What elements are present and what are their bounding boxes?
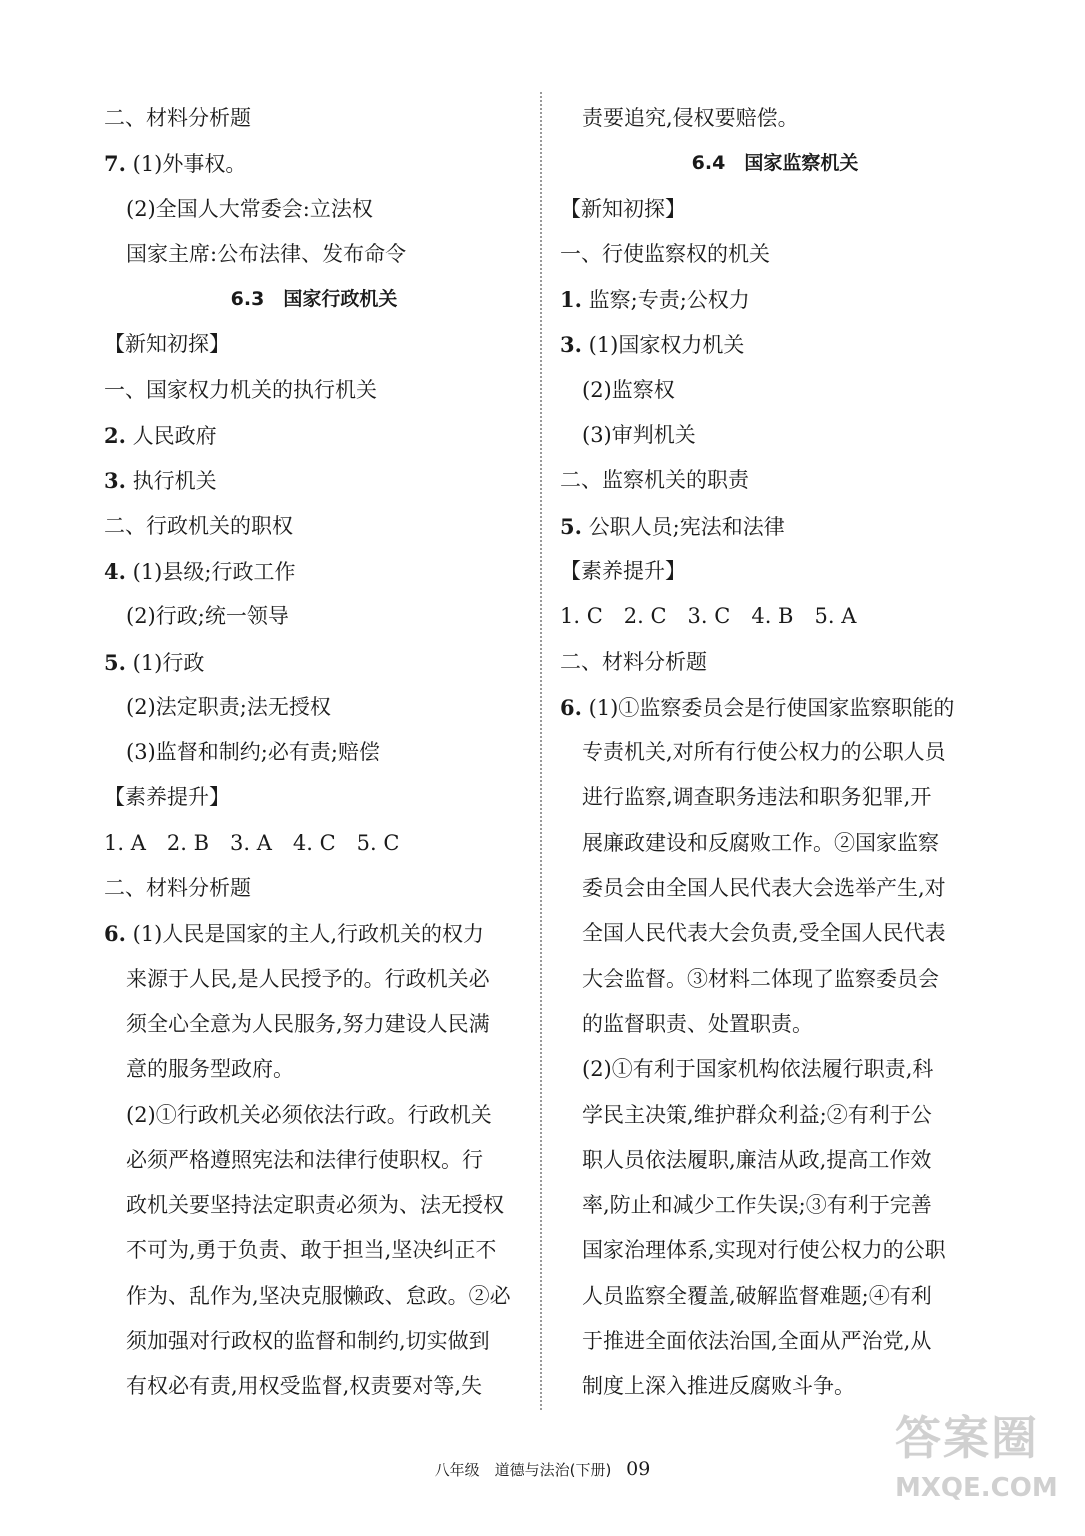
answer-line (560, 775, 990, 820)
answer-text: 意的服务型政府。 (126, 1057, 294, 1082)
answer-line (104, 594, 524, 639)
answer-text: 二、行政机关的职权 (104, 513, 293, 538)
footer-title: 八年级 道德与法治(下册) (434, 1461, 612, 1479)
answer-line (104, 187, 524, 232)
answer-text: 须全心全意为人民服务,努力建设人民满 (126, 1011, 490, 1036)
answer-line (104, 685, 524, 730)
answer-line (104, 458, 524, 503)
answer-text: 作为、乱作为,坚决克服懒政、怠政。②必 (126, 1283, 511, 1308)
answer-text: 于推进全面依法治国,全面从严治党,从 (582, 1329, 932, 1354)
answer-text: 委员会由全国人民代表大会选举产生,对 (582, 876, 946, 901)
answer-text: 二、材料分析题 (560, 649, 707, 674)
answer-text: 必须严格遵照宪法和法律行使职权。行 (126, 1147, 483, 1172)
answer-line (560, 1364, 990, 1409)
answer-line (104, 232, 524, 277)
column-divider (540, 92, 542, 1410)
answer-text: 监察;专责;公权力 (588, 288, 750, 313)
answer-line (104, 821, 524, 866)
answer-text: 大会监督。③材料二体现了监察委员会 (582, 966, 939, 991)
answer-line (560, 1002, 990, 1047)
answer-text: (2)①有利于国家机构依法履行职责,科 (582, 1057, 934, 1082)
question-number: 1. (560, 287, 582, 313)
answer-line (104, 775, 524, 820)
answer-line (560, 1093, 990, 1138)
page-number: 09 (626, 1458, 651, 1480)
watermark-text: 答案圈 (895, 1411, 1039, 1465)
answer-text: (3)审判机关 (582, 423, 696, 448)
question-number: 5. (104, 649, 126, 675)
answer-text: 【素养提升】 (104, 785, 230, 810)
answer-text: 制度上深入推进反腐败斗争。 (582, 1374, 855, 1399)
answer-line (104, 1228, 524, 1273)
answer-line (560, 1183, 990, 1228)
section-heading (560, 141, 990, 186)
answer-line (104, 640, 524, 685)
answer-line (104, 504, 524, 549)
answer-line (560, 1274, 990, 1319)
answer-line (560, 187, 990, 232)
answer-text: 二、材料分析题 (104, 106, 251, 130)
answer-text: (2)行政;统一领导 (126, 604, 289, 629)
answer-line (560, 232, 990, 277)
answer-text: 国家主席:公布法律、发布命令 (126, 241, 407, 266)
answer-line (560, 1138, 990, 1183)
answer-line (560, 458, 990, 503)
answer-text: (1)行政 (132, 650, 205, 675)
answer-line (560, 1228, 990, 1273)
answer-text: (2)监察权 (582, 377, 675, 402)
answer-line (104, 1047, 524, 1092)
answer-text: 【新知初探】 (104, 332, 230, 357)
answer-text: 不可为,勇于负责、敢于担当,坚决纠正不 (126, 1238, 497, 1263)
answer-text: 率,防止和减少工作失误;③有利于完善 (582, 1193, 932, 1218)
answer-text: 学民主决策,维护群众利益;②有利于公 (582, 1102, 932, 1127)
answer-text: 国家治理体系,实现对行使公权力的公职 (582, 1238, 946, 1263)
answer-text: 二、监察机关的职责 (560, 468, 749, 493)
answer-text: 公职人员;宪法和法律 (588, 514, 785, 539)
left-column (104, 96, 524, 1410)
question-number: 6. (560, 694, 582, 720)
answer-line (560, 866, 990, 911)
answer-text: 政机关要坚持法定职责必须为、法无授权 (126, 1193, 504, 1218)
answer-text: 【新知初探】 (560, 196, 686, 221)
question-number: 5. (560, 513, 582, 539)
answer-text: 一、国家权力机关的执行机关 (104, 377, 377, 402)
answer-line (560, 685, 990, 730)
answer-line (560, 549, 990, 594)
answer-line (560, 413, 990, 458)
answer-text: (3)监督和制约;必有责;赔偿 (126, 740, 380, 765)
answer-line (104, 957, 524, 1002)
answer-text: 职人员依法履职,廉洁从政,提高工作效 (582, 1147, 932, 1172)
answer-line (560, 821, 990, 866)
answer-line (560, 1319, 990, 1364)
answer-text: 全国人民代表大会负责,受全国人民代表 (582, 921, 946, 946)
answer-text: 的监督职责、处置职责。 (582, 1011, 813, 1036)
answer-line (560, 640, 990, 685)
answer-text: 专责机关,对所有行使公权力的公职人员 (582, 740, 946, 765)
question-number: 7. (104, 151, 126, 177)
answer-text: 一、行使监察权的机关 (560, 241, 770, 266)
question-number: 3. (560, 332, 582, 358)
answer-line (560, 594, 990, 639)
answer-line (104, 1093, 524, 1138)
answer-text: 【素养提升】 (560, 558, 686, 583)
question-number: 3. (104, 468, 126, 494)
answer-line (560, 1047, 990, 1092)
answer-line (560, 504, 990, 549)
answer-text: 6.4 国家监察机关 (691, 152, 859, 175)
answer-text: 6.3 国家行政机关 (230, 288, 398, 311)
answer-text: (2)全国人大常委会:立法权 (126, 196, 373, 221)
answer-line (560, 368, 990, 413)
answer-line (104, 1183, 524, 1228)
watermark-logo (895, 1408, 1075, 1528)
answer-text: (2)①行政机关必须依法行政。行政机关 (126, 1102, 492, 1127)
answer-line (104, 1319, 524, 1364)
answer-text: 执行机关 (132, 469, 217, 494)
answer-line (104, 141, 524, 186)
answer-text: 有权必有责,用权受监督,权责要对等,失 (126, 1374, 483, 1399)
answer-line (560, 277, 990, 322)
answer-line (560, 957, 990, 1002)
answer-text: 须加强对行政权的监督和制约,切实做到 (126, 1329, 490, 1354)
watermark-url: MXQE.COM (895, 1473, 1058, 1503)
answer-line (104, 866, 524, 911)
answer-text: (1)人民是国家的主人,行政机关的权力 (132, 922, 485, 947)
right-column (560, 96, 990, 1410)
answer-line (104, 368, 524, 413)
answer-line (104, 1138, 524, 1183)
answer-line (560, 911, 990, 956)
question-number: 4. (104, 558, 126, 584)
answer-line (104, 1002, 524, 1047)
answer-text: (1)县级;行政工作 (132, 559, 296, 584)
answer-line (560, 730, 990, 775)
answer-text: (1)①监察委员会是行使国家监察职能的 (588, 695, 955, 720)
answer-line (104, 1274, 524, 1319)
answer-line (104, 413, 524, 458)
answer-text: 来源于人民,是人民授予的。行政机关必 (126, 966, 490, 991)
answer-text: (1)国家权力机关 (588, 333, 745, 358)
answer-line (104, 322, 524, 367)
answer-text: 责要追究,侵权要赔偿。 (582, 106, 799, 130)
answer-text: 1. C 2. C 3. C 4. B 5. A (560, 604, 857, 629)
question-number: 6. (104, 921, 126, 947)
answer-line (104, 730, 524, 775)
answer-text: 二、材料分析题 (104, 876, 251, 901)
answer-text: (1)外事权。 (132, 152, 247, 177)
question-number: 2. (104, 423, 126, 449)
answer-line (104, 549, 524, 594)
answer-line (104, 96, 524, 141)
answer-text: 人民政府 (132, 424, 217, 449)
answer-text: (2)法定职责;法无授权 (126, 694, 331, 719)
answer-text: 1. A 2. B 3. A 4. C 5. C (104, 830, 400, 855)
answer-line (560, 96, 990, 141)
answer-line (560, 322, 990, 367)
answer-line (104, 911, 524, 956)
section-heading (104, 277, 524, 322)
answer-text: 展廉政建设和反腐败工作。②国家监察 (582, 830, 939, 855)
answer-text: 人员监察全覆盖,破解监督难题;④有利 (582, 1283, 932, 1308)
answer-line (104, 1364, 524, 1409)
answer-text: 进行监察,调查职务违法和职务犯罪,开 (582, 785, 932, 810)
